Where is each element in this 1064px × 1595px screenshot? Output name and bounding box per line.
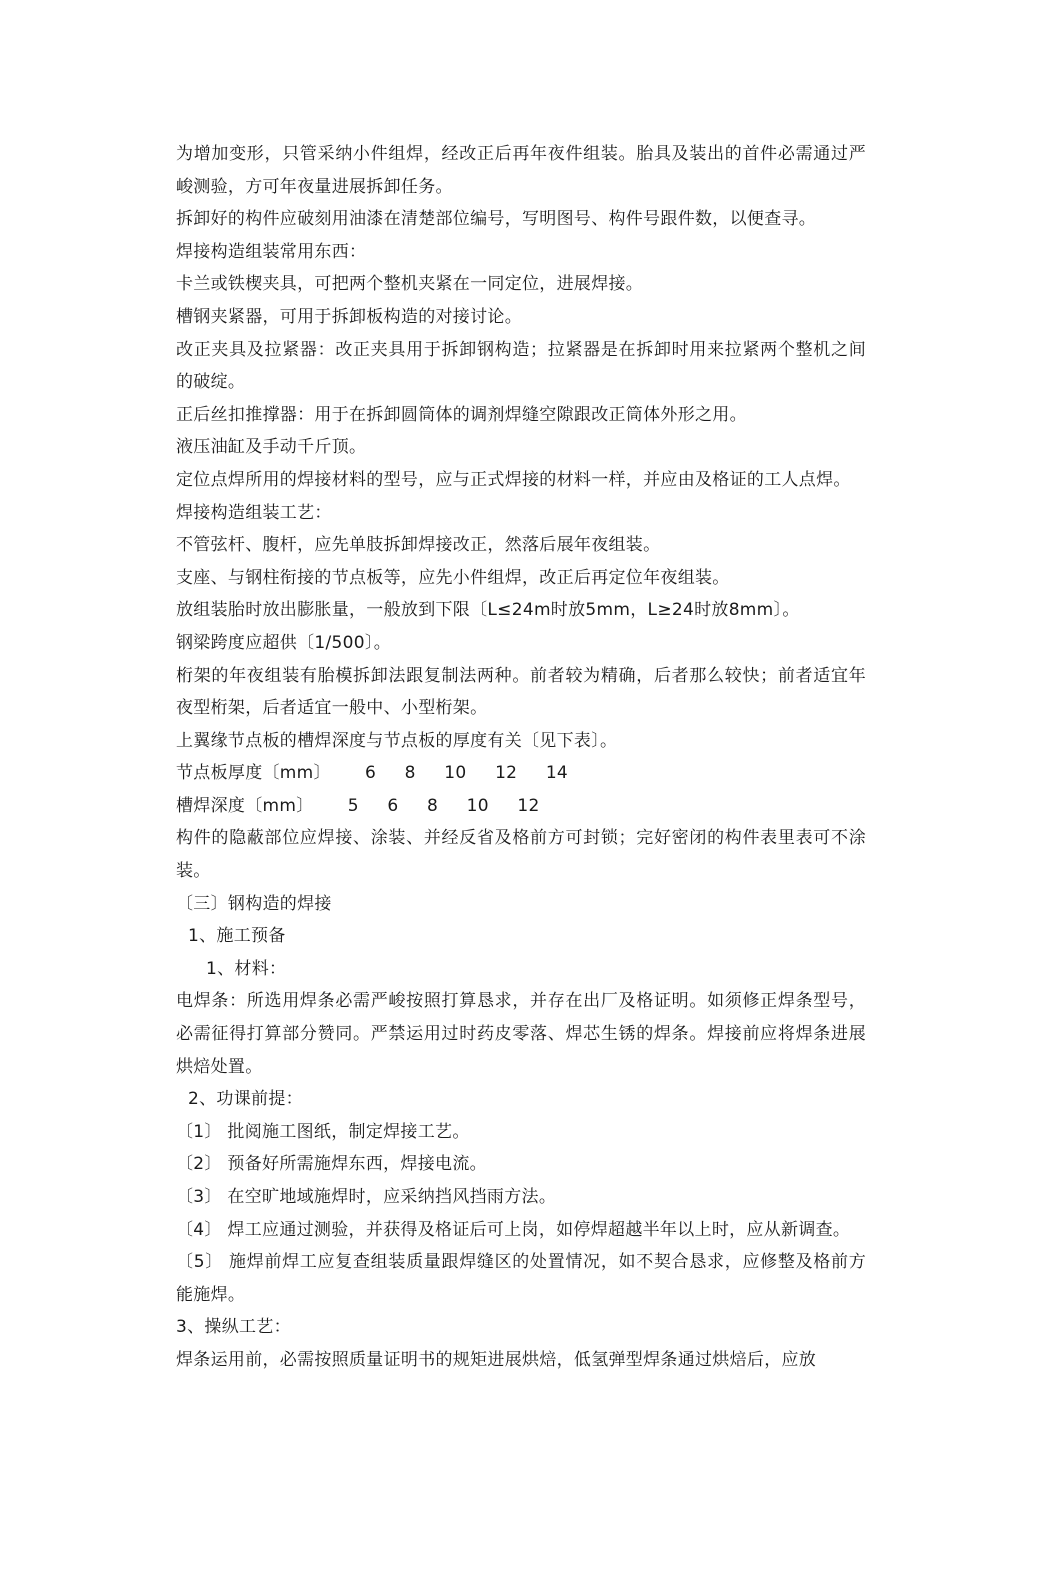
section-heading: 〔三〕钢构造的焊接 [176, 893, 332, 914]
paragraph: 定位点焊所用的焊接材料的型号，应与正式焊接的材料一样，并应由及格证的工人点焊。 [176, 469, 851, 490]
depth-row: 槽焊深度〔mm〕 5 6 8 10 12 [176, 795, 540, 816]
subsection-heading: 2、功课前提： [188, 1089, 303, 1110]
paragraph: 电焊条：所选用焊条必需严峻按照打算恳求，并存在出厂及格证明。如须修正焊条型号，必需征得打算部分赞同。严禁运用过时药皮零落、焊芯生锈的焊条。焊接前应将焊条进展烘焙处置。 [176, 991, 866, 1077]
list-item: 〔2〕 预备好所需施焊东西，焊接电流。 [176, 1154, 487, 1175]
paragraph: 拆卸好的构件应破刻用油漆在清楚部位编号，写明图号、构件号跟件数，以便查寻。 [176, 209, 817, 230]
list-item: 〔3〕 在空旷地域施焊时，应采纳挡风挡雨方法。 [176, 1187, 557, 1207]
paragraph: 槽钢夹紧器，可用于拆卸板构造的对接讨论。 [176, 306, 522, 327]
list-item: 〔5〕 施焊前焊工应复查组装质量跟焊缝区的处置情况，如不契合恳求，应修整及格前方能施焊。 [176, 1252, 866, 1305]
paragraph: 液压油缸及手动千斤顶。 [176, 437, 367, 458]
thickness-row: 节点板厚度〔mm〕 6 8 10 12 14 [176, 763, 569, 784]
paragraph: 焊接构造组装工艺： [176, 502, 332, 523]
paragraph: 正后丝扣推撑器：用于在拆卸圆筒体的调剂焊缝空隙跟改正筒体外形之用。 [176, 404, 747, 425]
paragraph: 焊接构造组装常用东西： [176, 241, 367, 262]
paragraph: 改正夹具及拉紧器：改正夹具用于拆卸钢构造；拉紧器是在拆卸时用来拉紧两个整机之间的破绽。 [176, 339, 866, 393]
paragraph: 为增加变形，只管采纳小件组焊，经改正后再年夜件组装。胎具及装出的首件必需通过严峻测验，方可年夜量进展拆卸任务。 [176, 144, 866, 197]
paragraph: 放组装胎时放出膨胀量，一般放到下限〔L≤24m时放5mm，L≥24时放8mm〕。 [176, 600, 800, 621]
paragraph: 卡兰或铁楔夹具，可把两个整机夹紧在一同定位，进展焊接。 [176, 274, 644, 295]
paragraph: 不管弦杆、腹杆，应先单肢拆卸焊接改正，然落后展年夜组装。 [176, 535, 661, 556]
paragraph: 焊条运用前，必需按照质量证明书的规矩进展烘焙，低氢弹型焊条通过烘焙后，应放 [176, 1349, 817, 1370]
paragraph: 上翼缘节点板的槽焊深度与节点板的厚度有关〔见下表〕。 [176, 730, 618, 751]
subsection-heading: 1、施工预备 [188, 926, 286, 947]
paragraph: 桁架的年夜组装有胎模拆卸法跟复制法两种。前者较为精确，后者那么较快；前者适宜年夜型桁架，后者适宜一般中、小型桁架。 [176, 665, 866, 719]
subsection-heading: 3、操纵工艺： [176, 1317, 291, 1338]
document-body [176, 138, 866, 1377]
list-item: 〔4〕 焊工应通过测验，并获得及格证后可上岗，如停焊超越半年以上时，应从新调查。 [176, 1219, 851, 1240]
paragraph: 钢梁跨度应超供〔1/500〕。 [176, 632, 391, 653]
subsection-heading: 1、材料： [206, 958, 287, 979]
paragraph: 支座、与钢柱衔接的节点板等，应先小件组焊，改正后再定位年夜组装。 [176, 567, 730, 588]
paragraph: 构件的隐蔽部位应焊接、涂装、并经反省及格前方可封锁；完好密闭的构件表里表可不涂装。 [176, 828, 866, 882]
list-item: 〔1〕 批阅施工图纸，制定焊接工艺。 [176, 1121, 470, 1142]
